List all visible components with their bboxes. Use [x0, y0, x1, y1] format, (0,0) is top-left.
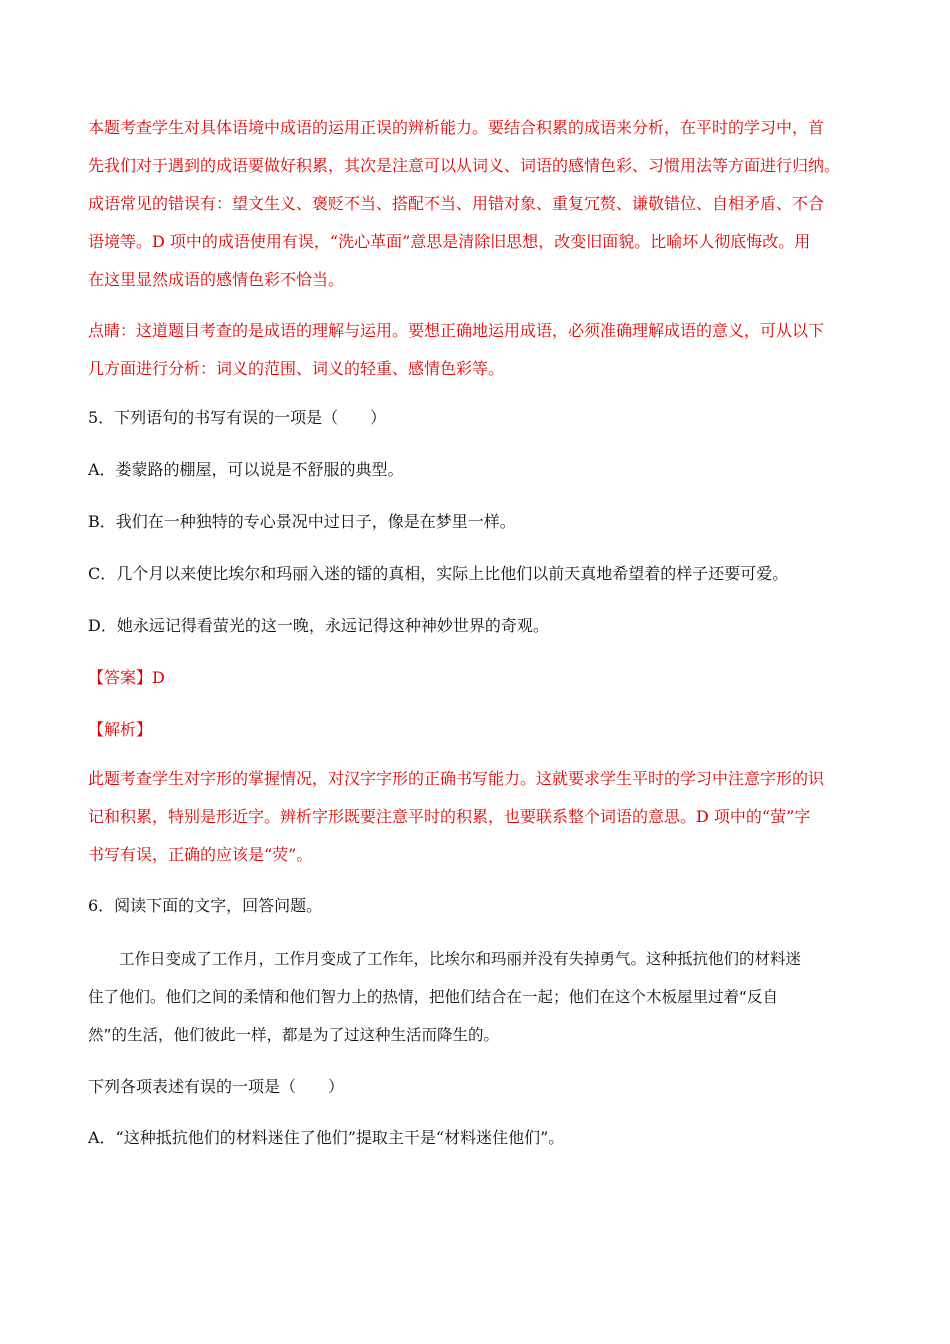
answer-value: D — [152, 668, 165, 687]
question-5-stem: 5．下列语句的书写有误的一项是（ ） — [88, 408, 387, 427]
text-line: 本题考查学生对具体语境中成语的运用正误的辨析能力。要结合积累的成语来分析，在平时的学习中，首 — [88, 118, 825, 137]
question-5-option-a: A．娄蒙路的棚屋，可以说是不舒服的典型。 — [88, 460, 404, 479]
text-line: 先我们对于遇到的成语要做好积累，其次是注意可以从词义、词语的感情色彩、习惯用法等方面进行归纳。 — [88, 156, 841, 175]
tip-paragraph — [88, 312, 878, 388]
question-5-option-b: B．我们在一种独特的专心景况中过日子，像是在梦里一样。 — [88, 512, 516, 531]
analysis-paragraph — [88, 109, 878, 299]
text-line: 此题考查学生对字形的掌握情况，对汉字字形的正确书写能力。这就要求学生平时的学习中注意字形的识 — [88, 769, 825, 788]
passage-line: 住了他们。他们之间的柔情和他们智力上的热情，把他们结合在一起；他们在这个木板屋里过着“反自 — [88, 988, 779, 1006]
answer-line — [88, 659, 878, 697]
text-line: 几方面进行分析：词义的范围、词义的轻重、感情色彩等。 — [88, 359, 505, 378]
question-6-stem: 6．阅读下面的文字，回答问题。 — [88, 896, 323, 915]
text-line: 书写有误，正确的应该是“荧”。 — [88, 845, 313, 864]
question-6-prompt: 下列各项表述有误的一项是（ ） — [88, 1077, 345, 1096]
text-line: 点睛：这道题目考查的是成语的理解与运用。要想正确地运用成语，必须准确理解成语的意义，可从以下 — [88, 321, 825, 340]
passage-line: 工作日变成了工作月，工作月变成了工作年，比埃尔和玛丽并没有失掉勇气。这种抵抗他们的材料迷 — [88, 950, 802, 968]
question-5-option-d: D．她永远记得看萤光的这一晚，永远记得这种神妙世界的奇观。 — [88, 616, 549, 635]
answer-label: 【答案】 — [88, 668, 153, 687]
analysis-label-line — [88, 711, 878, 749]
question-5-analysis — [88, 760, 878, 874]
analysis-label: 【解析】 — [88, 720, 153, 739]
passage-line: 然”的生活，他们彼此一样，都是为了过这种生活而降生的。 — [88, 1026, 500, 1044]
question-5-option-c: C．几个月以来使比埃尔和玛丽入迷的镭的真相，实际上比他们以前天真地希望着的样子还要可爱。 — [88, 564, 789, 583]
text-line: 记和积累，特别是形近字。辨析字形既要注意平时的积累，也要联系整个词语的意思。D 项中的“萤”字 — [88, 807, 811, 826]
text-line: 成语常见的错误有：望文生义、褒贬不当、搭配不当、用错对象、重复冗赘、谦敬错位、自相矛盾、不合 — [88, 194, 825, 213]
reading-passage — [88, 940, 878, 1054]
question-6-option-a: A．“这种抵抗他们的材料迷住了他们”提取主干是“材料迷住他们”。 — [88, 1128, 565, 1147]
text-line: 在这里显然成语的感情色彩不恰当。 — [88, 270, 345, 289]
text-line: 语境等。D 项中的成语使用有误，“洗心革面”意思是清除旧思想，改变旧面貌。比喻坏人彻底悔改。用 — [88, 232, 811, 251]
